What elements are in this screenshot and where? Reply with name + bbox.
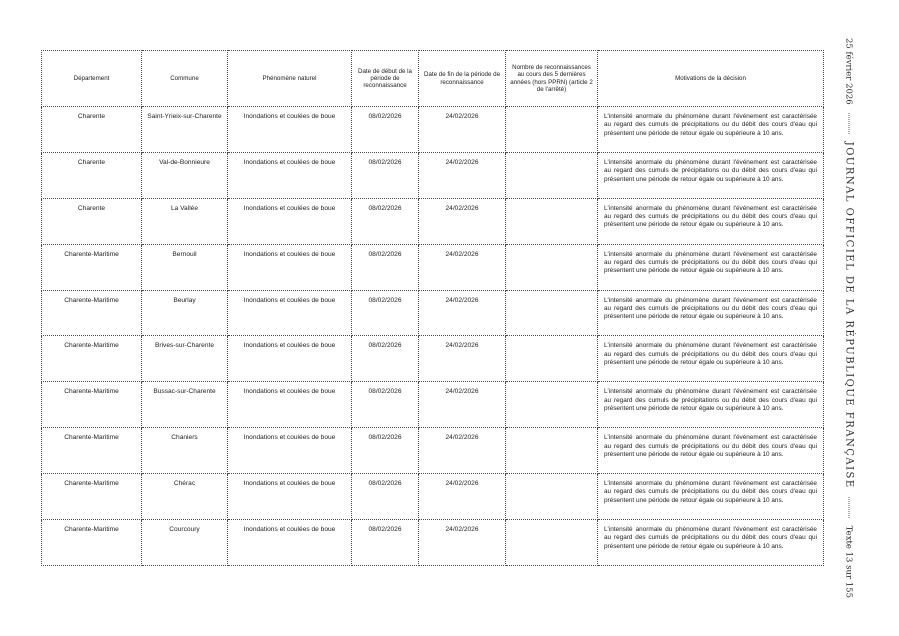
header-divider [849, 497, 850, 518]
cell-date-debut: 08/02/2026 [352, 107, 419, 153]
cell-nombre-reconnaissances [506, 244, 598, 290]
cell-phenomene: Inondations et coulées de boue [228, 428, 352, 474]
cell-date-debut: 08/02/2026 [352, 244, 419, 290]
cell-phenomene: Inondations et coulées de boue [228, 336, 352, 382]
cell-phenomene: Inondations et coulées de boue [228, 290, 352, 336]
cell-motivation: L'intensité anormale du phénomène durant l'événement est caractérisée au regard des cumuls de précipitations ou du débit des cours d'eau qui présentent une période de retour égale ou supérieure à 10 ans. [598, 152, 824, 198]
cell-departement: Charente [42, 152, 142, 198]
table-row [42, 336, 824, 382]
header-date-fin: Date de fin de la période de reconnaissance [419, 51, 506, 107]
cell-phenomene: Inondations et coulées de boue [228, 107, 352, 153]
cell-commune: Val-de-Bonnieure [142, 152, 228, 198]
cell-date-fin: 24/02/2026 [419, 152, 506, 198]
cell-date-fin: 24/02/2026 [419, 382, 506, 428]
cell-date-fin: 24/02/2026 [419, 107, 506, 153]
cell-nombre-reconnaissances [506, 520, 598, 566]
cell-nombre-reconnaissances [506, 107, 598, 153]
cell-commune: Brives-sur-Charente [142, 336, 228, 382]
cell-commune: Chaniers [142, 428, 228, 474]
table-row [42, 244, 824, 290]
cell-commune: Courcoury [142, 520, 228, 566]
header-date-debut: Date de début de la période de reconnaissance [352, 51, 419, 107]
cell-departement: Charente-Maritime [42, 520, 142, 566]
cell-departement: Charente-Maritime [42, 428, 142, 474]
cell-motivation: L'intensité anormale du phénomène durant l'événement est caractérisée au regard des cumuls de précipitations ou du débit des cours d'eau qui présentent une période de retour égale ou supérieure à 10 ans. [598, 428, 824, 474]
cell-nombre-reconnaissances [506, 428, 598, 474]
header-nombre-reconnaissances: Nombre de reconnaissances au cours des 5 dernières années (hors PPRN) (article 2 de l'arrêté) [506, 51, 598, 107]
cell-nombre-reconnaissances [506, 474, 598, 520]
journal-title: JOURNAL OFFICIEL DE LA RÉPUBLIQUE FRANÇAISE [843, 141, 855, 489]
cell-departement: Charente-Maritime [42, 290, 142, 336]
cell-date-fin: 24/02/2026 [419, 474, 506, 520]
cell-phenomene: Inondations et coulées de boue [228, 152, 352, 198]
cell-date-fin: 24/02/2026 [419, 336, 506, 382]
cell-phenomene: Inondations et coulées de boue [228, 520, 352, 566]
cell-departement: Charente-Maritime [42, 244, 142, 290]
cell-motivation: L'intensité anormale du phénomène durant l'événement est caractérisée au regard des cumuls de précipitations ou du débit des cours d'eau qui présentent une période de retour égale ou supérieure à 10 ans. [598, 244, 824, 290]
cell-date-debut: 08/02/2026 [352, 198, 419, 244]
cell-motivation: L'intensité anormale du phénomène durant l'événement est caractérisée au regard des cumuls de précipitations ou du débit des cours d'eau qui présentent une période de retour égale ou supérieure à 10 ans. [598, 290, 824, 336]
table-row [42, 382, 824, 428]
decree-table [41, 50, 824, 566]
table-row [42, 474, 824, 520]
cell-date-fin: 24/02/2026 [419, 244, 506, 290]
cell-date-debut: 08/02/2026 [352, 428, 419, 474]
cell-motivation: L'intensité anormale du phénomène durant l'événement est caractérisée au regard des cumuls de précipitations ou du débit des cours d'eau qui présentent une période de retour égale ou supérieure à 10 ans. [598, 336, 824, 382]
cell-phenomene: Inondations et coulées de boue [228, 198, 352, 244]
header-commune: Commune [142, 51, 228, 107]
cell-motivation: L'intensité anormale du phénomène durant l'événement est caractérisée au regard des cumuls de précipitations ou du débit des cours d'eau qui présentent une période de retour égale ou supérieure à 10 ans. [598, 107, 824, 153]
cell-departement: Charente [42, 198, 142, 244]
header-divider [849, 113, 850, 134]
cell-date-fin: 24/02/2026 [419, 428, 506, 474]
table-row [42, 520, 824, 566]
cell-date-debut: 08/02/2026 [352, 336, 419, 382]
cell-commune: Beurlay [142, 290, 228, 336]
cell-phenomene: Inondations et coulées de boue [228, 474, 352, 520]
running-header [844, 38, 855, 598]
cell-departement: Charente [42, 107, 142, 153]
cell-commune: Saint-Yrieix-sur-Charente [142, 107, 228, 153]
cell-departement: Charente-Maritime [42, 382, 142, 428]
cell-date-debut: 08/02/2026 [352, 382, 419, 428]
table-row [42, 290, 824, 336]
cell-date-debut: 08/02/2026 [352, 290, 419, 336]
cell-departement: Charente-Maritime [42, 336, 142, 382]
cell-nombre-reconnaissances [506, 336, 598, 382]
table-row [42, 198, 824, 244]
cell-motivation: L'intensité anormale du phénomène durant l'événement est caractérisée au regard des cumuls de précipitations ou du débit des cours d'eau qui présentent une période de retour égale ou supérieure à 10 ans. [598, 198, 824, 244]
header-phenomene: Phénomène naturel [228, 51, 352, 107]
cell-date-debut: 08/02/2026 [352, 152, 419, 198]
table-body [42, 107, 824, 566]
cell-phenomene: Inondations et coulées de boue [228, 382, 352, 428]
cell-date-fin: 24/02/2026 [419, 290, 506, 336]
cell-motivation: L'intensité anormale du phénomène durant l'événement est caractérisée au regard des cumuls de précipitations ou du débit des cours d'eau qui présentent une période de retour égale ou supérieure à 10 ans. [598, 382, 824, 428]
cell-date-debut: 08/02/2026 [352, 520, 419, 566]
cell-nombre-reconnaissances [506, 290, 598, 336]
cell-commune: La Vallée [142, 198, 228, 244]
cell-commune: Bernouil [142, 244, 228, 290]
cell-nombre-reconnaissances [506, 382, 598, 428]
table-row [42, 107, 824, 153]
text-number: Texte 13 sur 155 [844, 525, 854, 598]
cell-date-debut: 08/02/2026 [352, 474, 419, 520]
cell-nombre-reconnaissances [506, 152, 598, 198]
table-row [42, 152, 824, 198]
cell-commune: Chérac [142, 474, 228, 520]
cell-phenomene: Inondations et coulées de boue [228, 244, 352, 290]
table-row [42, 428, 824, 474]
publication-date: 25 février 2026 [844, 38, 854, 105]
cell-motivation: L'intensité anormale du phénomène durant l'événement est caractérisée au regard des cumuls de précipitations ou du débit des cours d'eau qui présentent une période de retour égale ou supérieure à 10 ans. [598, 474, 824, 520]
cell-date-fin: 24/02/2026 [419, 520, 506, 566]
header-motivations: Motivations de la décision [598, 51, 824, 107]
cell-motivation: L'intensité anormale du phénomène durant l'événement est caractérisée au regard des cumuls de précipitations ou du débit des cours d'eau qui présentent une période de retour égale ou supérieure à 10 ans. [598, 520, 824, 566]
header-departement: Département [42, 51, 142, 107]
cell-commune: Bussac-sur-Charente [142, 382, 228, 428]
cell-nombre-reconnaissances [506, 198, 598, 244]
cell-date-fin: 24/02/2026 [419, 198, 506, 244]
table-header-row [42, 51, 824, 107]
cell-departement: Charente-Maritime [42, 474, 142, 520]
